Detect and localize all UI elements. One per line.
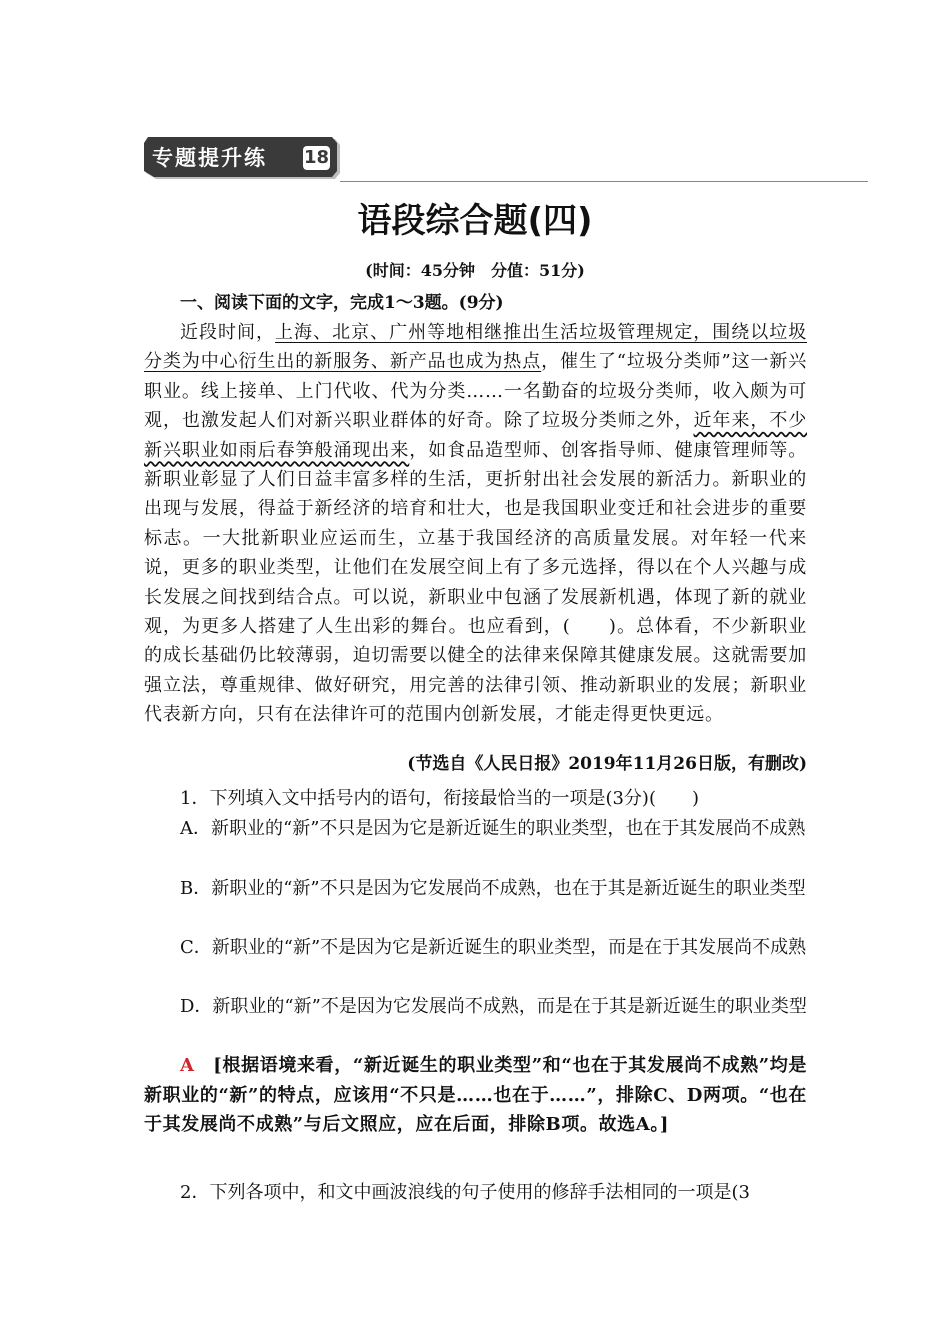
question-1-option-a: A．新职业的“新”不只是因为它是新近诞生的职业类型，也在于其发展尚不成熟 — [180, 818, 806, 839]
question-1-option-c: C．新职业的“新”不是因为它是新近诞生的职业类型，而是在于其发展尚不成熟 — [180, 937, 807, 958]
question-2-stem: 2．下列各项中，和文中画波浪线的句子使用的修辞手法相同的一项是(3 — [180, 1182, 750, 1203]
page-title: 语段综合题(四) — [357, 201, 593, 241]
question-1-option-b: B．新职业的“新”不只是因为它发展尚不成熟，也在于其是新近诞生的职业类型 — [180, 878, 806, 899]
header-rule — [340, 181, 868, 182]
reading-passage — [144, 318, 807, 730]
wavy-underlined-sentence: 近年来，不少新兴职业如雨后春笋般涌现出来 — [144, 410, 807, 461]
underlined-sentence: 上海、北京、广州等地相继推出生活垃圾管理规定，围绕以垃圾分类为中心衍生出的新服务、新产品也成为热点 — [144, 322, 807, 373]
banner-number-badge: 18 — [303, 147, 330, 168]
passage-text-3: ，如食品造型师、创客指导师、健康管理师等。新职业彰显了人们日益丰富多样的生活，更折射出社会发展的新活力。新职业的出现与发展，得益于新经济的培育和壮大，也是我国职业变迁和社会进步的重要标志。一大批新职业应运而生，立基于我国经济的高质量发展。对年轻一代来说，更多的职业类型，让他们在发展空间上有了多元选择，得以在个人兴趣与成长发展之间找到结合点。可以说，新职业中包涵了发展新机遇，体现了新的就业观，为更多人搭建了人生出彩的舞台。也应看到，( )。总体看，不少新职业的成长基础仍比较薄弱，迫切需要以健全的法律来保障其健康发展。这就需要加强立法，尊重规律、做好研究，用完善的法律引领、推动新职业的发展；新职业代表新方向，只有在法律许可的范围内创新发展，才能走得更快更远。 — [144, 439, 807, 726]
banner-label: 专题提升练 — [152, 146, 267, 170]
passage-text-1: 近段时间， — [180, 322, 276, 343]
passage-text-2: ，催生了“垃圾分类师”这一新兴职业。线上接单、上门代收、代为分类……一名勤奋的垃圾分类师，收入颇为可观，也激发起人们对新兴职业群体的好奇。除了垃圾分类师之外， — [144, 351, 807, 432]
section-banner — [144, 137, 341, 181]
question-1-option-d: D．新职业的“新”不是因为它发展尚不成熟，而是在于其是新近诞生的职业类型 — [180, 996, 807, 1017]
question-1-answer — [144, 1051, 807, 1140]
passage-source: (节选自《人民日报》2019年11月26日版，有删改) — [407, 754, 807, 774]
answer-letter: A — [180, 1055, 195, 1076]
time-score-info: (时间：45分钟 分值：51分) — [365, 261, 585, 280]
question-1-stem: 1．下列填入文中括号内的语句，衔接最恰当的一项是(3分)( ) — [180, 788, 699, 809]
answer-explanation: [根据语境来看，“新近诞生的职业类型”和“也在于其发展尚不成熟”均是新职业的“新”的特点，应该用“不只是……也在于……”，排除C、D两项。“也在于其发展尚不成熟”与后文照应，应在后面，排除B项。故选A。] — [144, 1055, 807, 1135]
section-heading: 一、阅读下面的文字，完成1～3题。(9分) — [180, 293, 504, 313]
